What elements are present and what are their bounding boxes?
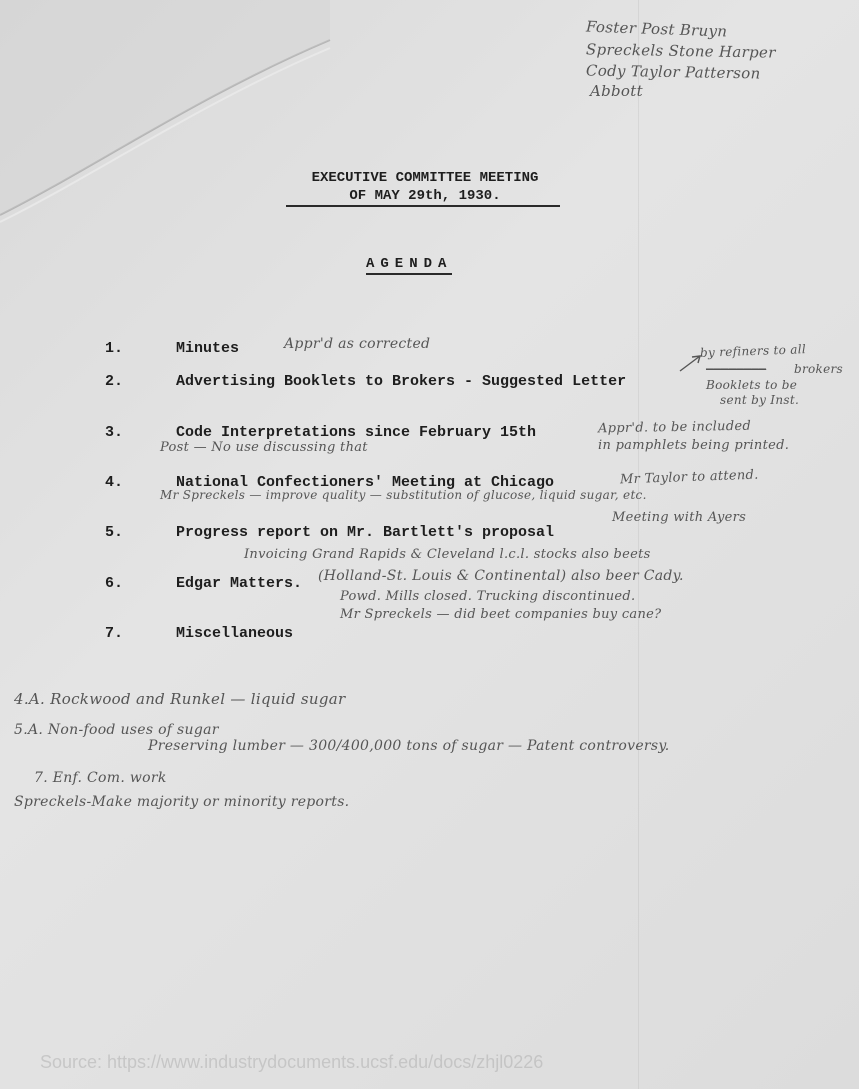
item-number: 1. xyxy=(105,340,124,357)
note-item-6-line-2: (Holland-St. Louis & Continental) also beer Cady. xyxy=(318,568,684,584)
agenda-item-bartlett: Progress report on Mr. Bartlett's proposal xyxy=(176,524,555,541)
note-item-1: Appr'd as corrected xyxy=(284,336,431,352)
attendee-names-line-2: Spreckels Stone Harper xyxy=(585,40,776,62)
arrow-icon xyxy=(678,352,704,374)
note-bottom-5: Spreckels-Make majority or minority reports. xyxy=(14,794,350,810)
note-item-5-right: Meeting with Ayers xyxy=(612,510,747,525)
note-item-2-line-4: sent by Inst. xyxy=(720,393,800,407)
item-number: 3. xyxy=(105,424,124,441)
note-bottom-4: 7. Enf. Com. work xyxy=(34,770,167,786)
note-item-6-line-1: Invoicing Grand Rapids & Cleveland l.c.l. stocks also beets xyxy=(244,547,651,562)
note-item-3-right-1: Appr'd. to be included xyxy=(597,418,752,437)
item-number: 5. xyxy=(105,524,124,541)
attendee-names-line-3: Cody Taylor Patterson xyxy=(585,61,761,83)
agenda-item-booklets: Advertising Booklets to Brokers - Suggested Letter xyxy=(176,373,627,390)
note-item-2-line-3: Booklets to be xyxy=(706,378,798,392)
note-item-3-below: Post — No use discussing that xyxy=(160,440,368,455)
note-item-4-below: Mr Spreckels — improve quality — substitution of glucose, liquid sugar, etc. xyxy=(160,488,647,502)
meeting-title: EXECUTIVE COMMITTEE MEETING xyxy=(311,170,539,186)
heading-underline xyxy=(286,205,560,207)
meeting-date: OF MAY 29th, 1930. xyxy=(349,188,501,204)
agenda-item-confectioners: National Confectioners' Meeting at Chicago xyxy=(176,474,555,491)
note-item-4-right: Mr Taylor to attend. xyxy=(619,467,759,488)
agenda-item-code: Code Interpretations since February 15th xyxy=(176,424,537,441)
item-number: 2. xyxy=(105,373,124,390)
note-item-3-right-2: in pamphlets being printed. xyxy=(598,438,790,453)
agenda-heading: AGENDA xyxy=(366,256,452,275)
attendee-names-line-1: Foster Post Bruyn xyxy=(585,17,728,41)
note-item-6-line-3: Powd. Mills closed. Trucking discontinued. xyxy=(340,589,636,604)
item-number: 7. xyxy=(105,625,124,642)
note-item-6-line-4: Mr Spreckels — did beet companies buy cane? xyxy=(340,607,662,622)
agenda-item-misc: Miscellaneous xyxy=(176,625,294,642)
vertical-fold-line xyxy=(638,0,639,1089)
item-number: 6. xyxy=(105,575,124,592)
item-number: 4. xyxy=(105,474,124,491)
source-watermark: Source: https://www.industrydocuments.ucsf.edu/docs/zhjl0226 xyxy=(40,1052,544,1072)
note-bottom-1: 4.A. Rockwood and Runkel — liquid sugar xyxy=(14,690,346,708)
agenda-item-edgar: Edgar Matters. xyxy=(176,575,303,592)
note-bottom-2: 5.A. Non-food uses of sugar xyxy=(14,722,219,738)
note-bottom-3: Preserving lumber — 300/400,000 tons of sugar — Patent controversy. xyxy=(148,738,670,754)
note-item-2-line-1: by refiners to all xyxy=(699,342,807,360)
note-item-2-strikeout: ──────── xyxy=(706,362,767,376)
agenda-item-minutes: Minutes xyxy=(176,340,240,357)
note-item-2-line-2: brokers xyxy=(794,362,844,376)
attendee-names-line-4: Abbott xyxy=(590,82,643,100)
